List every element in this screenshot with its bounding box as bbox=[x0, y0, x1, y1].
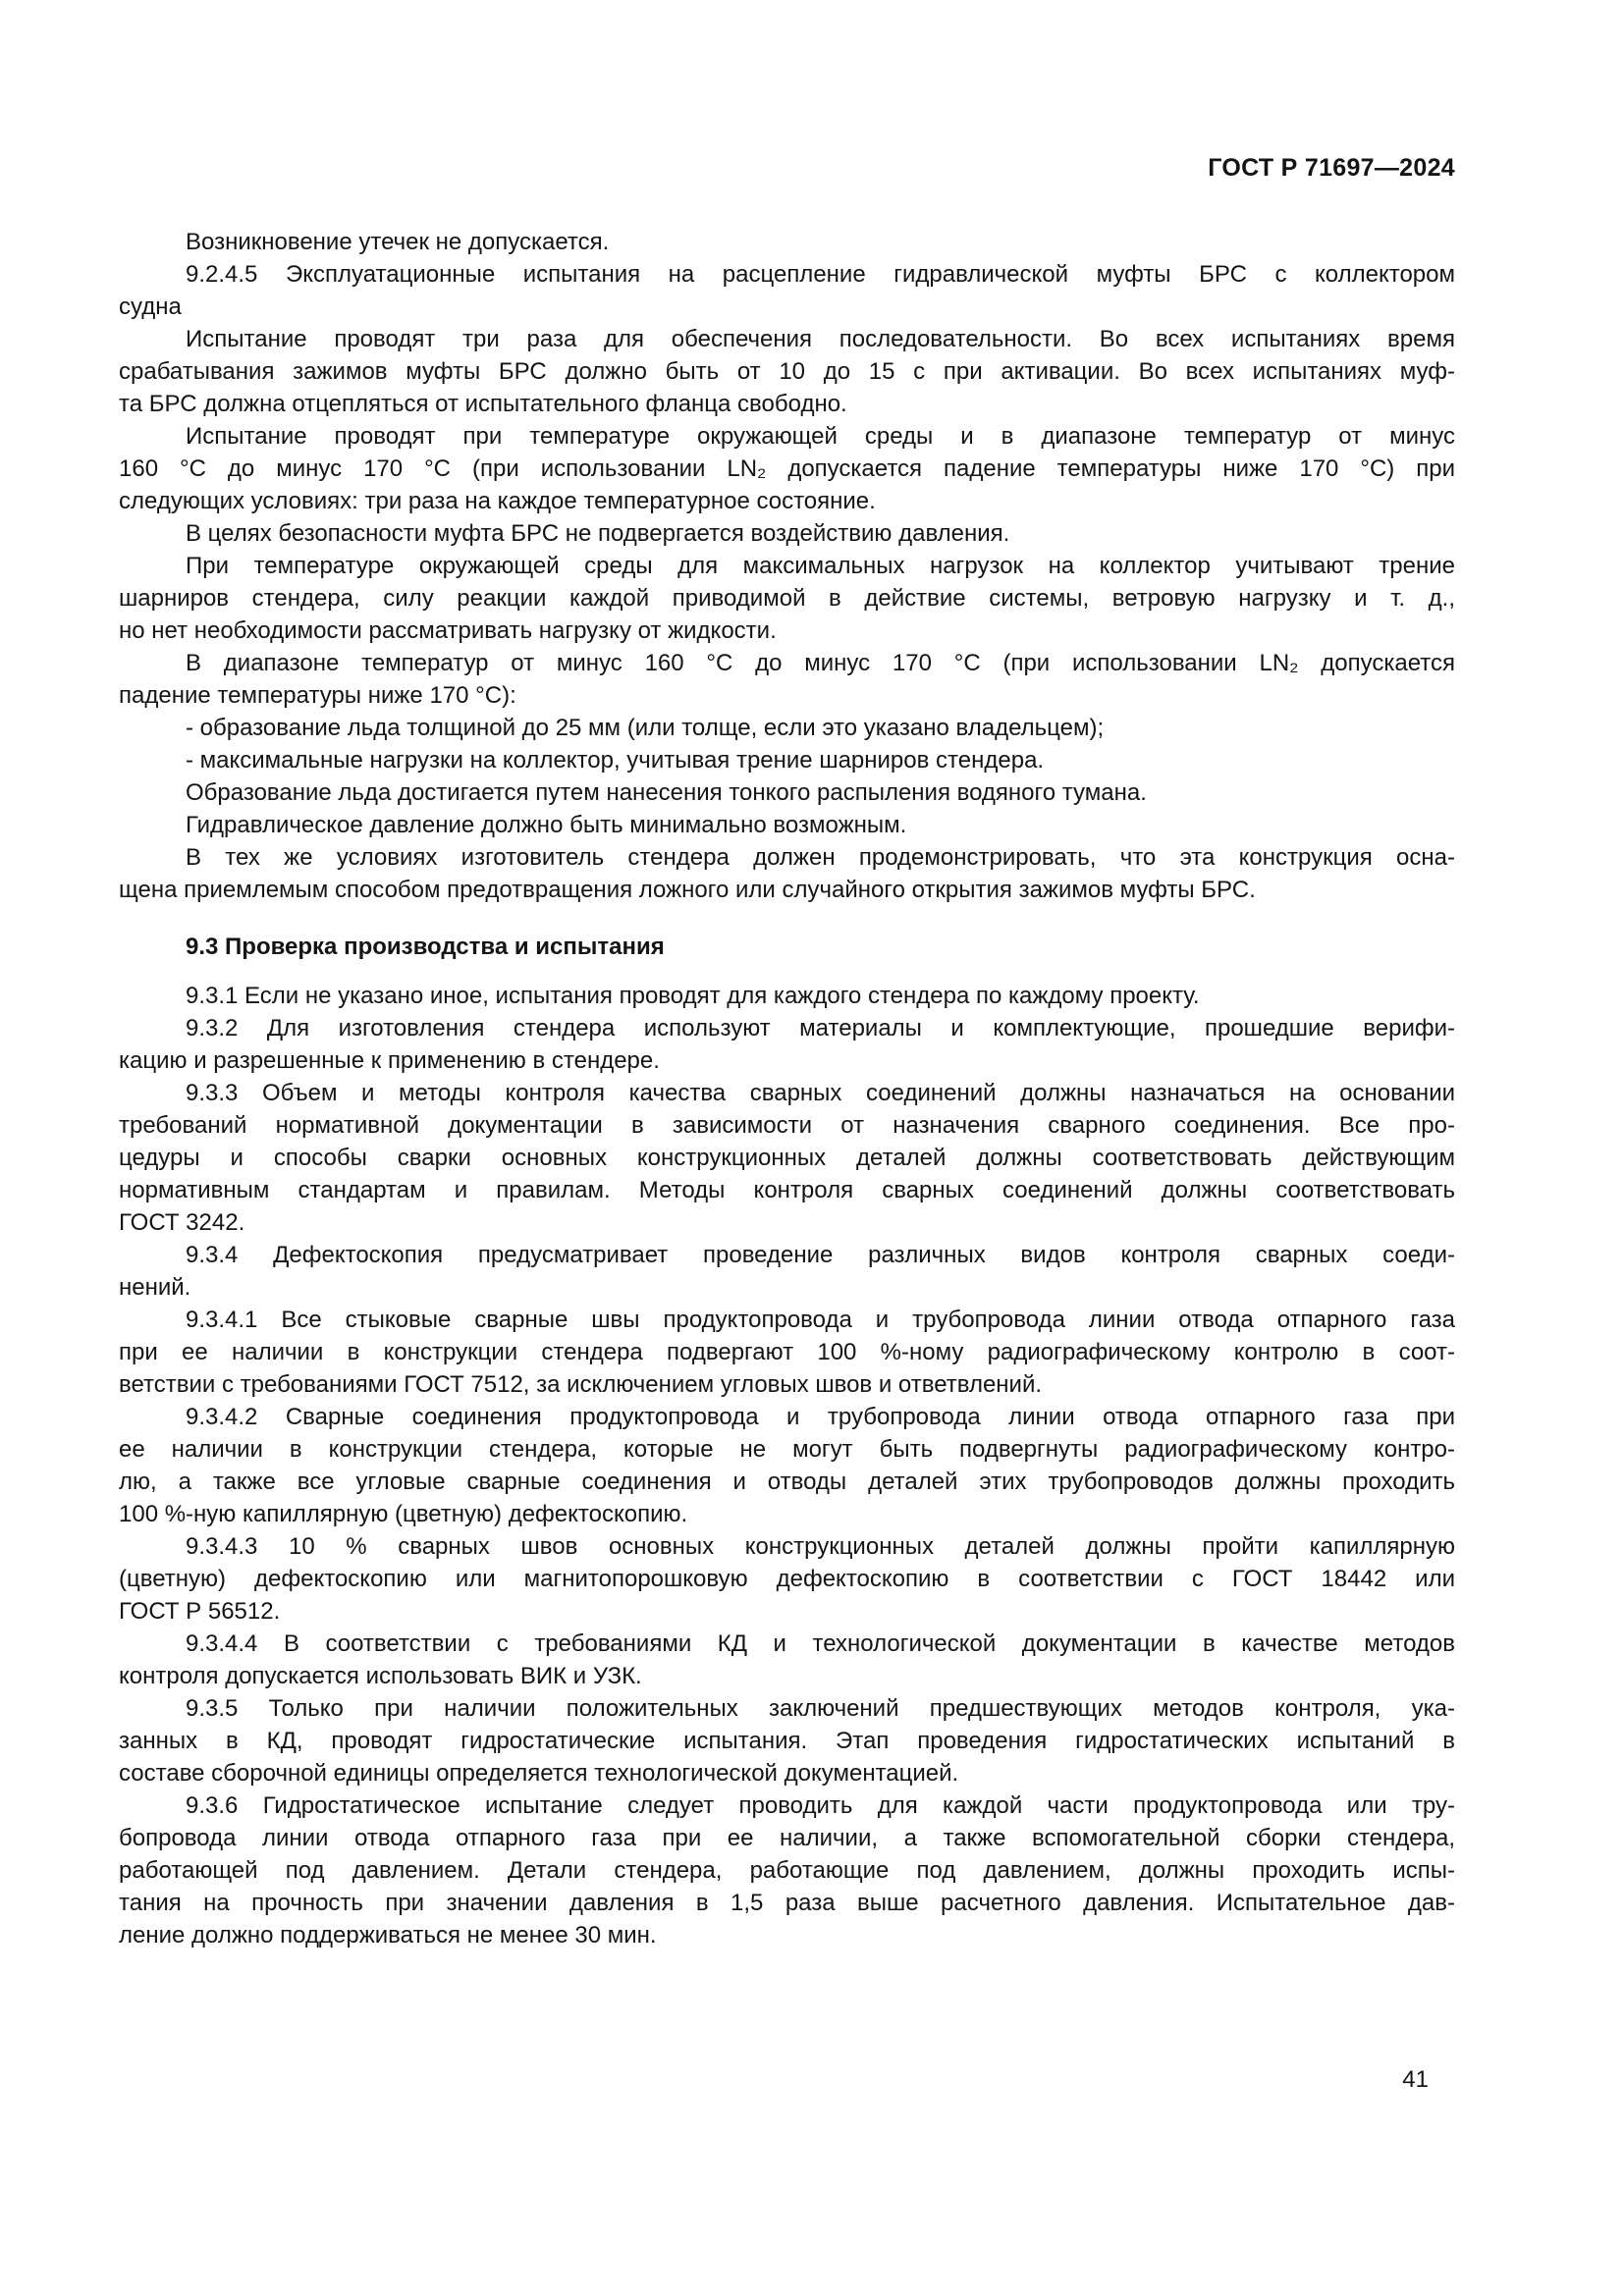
paragraph bbox=[119, 809, 1455, 841]
page-number: 41 bbox=[1402, 2066, 1429, 2093]
text-line: работающей под давлением. Детали стендера, работающие под давлением, должны проходить испы- bbox=[119, 1857, 1455, 1884]
paragraph bbox=[119, 1239, 1455, 1304]
paragraph bbox=[119, 1077, 1455, 1239]
paragraph bbox=[119, 1628, 1455, 1692]
text-line: следующих условиях: три раза на каждое температурное состояние. bbox=[119, 488, 876, 514]
text-line: ГОСТ Р 56512. bbox=[119, 1598, 281, 1625]
text-line: ее наличии в конструкции стендера, которые не могут быть подвергнуты радиографическому контро- bbox=[119, 1436, 1455, 1463]
text-line: 160 °С до минус 170 °С (при использовании LN₂ допускается падение температуры ниже 170 °С) при bbox=[119, 455, 1455, 482]
text-line: тания на прочность при значении давления в 1,5 раза выше расчетного давления. Испытательное дав- bbox=[119, 1890, 1455, 1916]
paragraph bbox=[119, 647, 1455, 712]
text-line: бопровода линии отвода отпарного газа при ее наличии, а также вспомогательной сборки стендера, bbox=[119, 1825, 1455, 1851]
paragraph bbox=[119, 841, 1455, 906]
text-line: цедуры и способы сварки основных конструкционных деталей должны соответствовать действующим bbox=[119, 1145, 1455, 1171]
text-line: лю, а также все угловые сварные соединения и отводы деталей этих трубопроводов должны проходить bbox=[119, 1468, 1455, 1495]
text-line: 100 %-ную капиллярную (цветную) дефектоскопию. bbox=[119, 1501, 688, 1527]
text-line: 9.2.4.5 Эксплуатационные испытания на расцепление гидравлической муфты БРС с коллектором bbox=[186, 261, 1455, 288]
paragraph bbox=[119, 1304, 1455, 1401]
text-line: 9.3.6 Гидростатическое испытание следует проводить для каждой части продуктопровода или тру- bbox=[186, 1792, 1455, 1819]
text-line: 9.3.4.3 10 % сварных швов основных конструкционных деталей должны пройти капиллярную bbox=[186, 1533, 1455, 1560]
text-line: срабатывания зажимов муфты БРС должно быть от 10 до 15 с при активации. Во всех испытаниях муф- bbox=[119, 358, 1455, 385]
text-line: контроля допускается использовать ВИК и УЗК. bbox=[119, 1663, 642, 1689]
text-line: 9.3 Проверка производства и испытания bbox=[186, 934, 665, 960]
text-line: - максимальные нагрузки на коллектор, учитывая трение шарниров стендера. bbox=[186, 747, 1045, 774]
text-line: та БРС должна отцепляться от испытательного фланца свободно. bbox=[119, 391, 847, 417]
text-line: при ее наличии в конструкции стендера подвергают 100 %-ному радиографическому контролю в соот- bbox=[119, 1339, 1455, 1365]
text-line: В диапазоне температур от минус 160 °С до минус 170 °С (при использовании LN₂ допускается bbox=[186, 650, 1455, 676]
paragraph bbox=[119, 1692, 1455, 1789]
document-header: ГОСТ Р 71697—2024 bbox=[1208, 154, 1455, 182]
text-line: составе сборочной единицы определяется технологической документацией. bbox=[119, 1760, 959, 1787]
paragraph bbox=[119, 1401, 1455, 1530]
text-line: 9.3.2 Для изготовления стендера используют материалы и комплектующие, прошедшие верифи- bbox=[186, 1015, 1455, 1041]
document-body bbox=[119, 226, 1455, 1951]
text-line: но нет необходимости рассматривать нагрузку от жидкости. bbox=[119, 617, 777, 644]
text-line: 9.3.4.2 Сварные соединения продуктопровода и трубопровода линии отвода отпарного газа при bbox=[186, 1404, 1455, 1430]
text-line: ГОСТ 3242. bbox=[119, 1209, 245, 1236]
text-line: кацию и разрешенные к применению в стендере. bbox=[119, 1047, 660, 1074]
text-line: - образование льда толщиной до 25 мм (или толще, если это указано владельцем); bbox=[186, 715, 1105, 741]
text-line: ление должно поддерживаться не менее 30 мин. bbox=[119, 1922, 657, 1949]
text-line: 9.3.3 Объем и методы контроля качества сварных соединений должны назначаться на основании bbox=[186, 1080, 1455, 1106]
paragraph bbox=[119, 517, 1455, 550]
paragraph bbox=[119, 550, 1455, 647]
text-line: Испытание проводят три раза для обеспечения последовательности. Во всех испытаниях время bbox=[186, 326, 1455, 352]
paragraph bbox=[119, 980, 1455, 1012]
text-line: Гидравлическое давление должно быть минимально возможным. bbox=[186, 812, 907, 838]
paragraph bbox=[119, 323, 1455, 420]
text-line: падение температуры ниже 170 °С): bbox=[119, 682, 516, 709]
text-line: (цветную) дефектоскопию или магнитопорошковую дефектоскопию в соответствии с ГОСТ 18442 или bbox=[119, 1566, 1455, 1592]
text-line: 9.3.5 Только при наличии положительных заключений предшествующих методов контроля, ука- bbox=[186, 1695, 1455, 1722]
paragraph bbox=[119, 1789, 1455, 1951]
text-line: В тех же условиях изготовитель стендера должен продемонстрировать, что эта конструкция осна- bbox=[186, 844, 1455, 871]
text-line: щена приемлемым способом предотвращения ложного или случайного открытия зажимов муфты БРС. bbox=[119, 877, 1256, 903]
text-line: Возникновение утечек не допускается. bbox=[186, 229, 610, 255]
text-line: нений. bbox=[119, 1274, 191, 1301]
paragraph bbox=[119, 1012, 1455, 1077]
text-line: Образование льда достигается путем нанесения тонкого распыления водяного тумана. bbox=[186, 779, 1147, 806]
paragraph bbox=[119, 226, 1455, 258]
text-line: 9.3.4 Дефектоскопия предусматривает проведение различных видов контроля сварных соеди- bbox=[186, 1242, 1455, 1268]
paragraph bbox=[119, 420, 1455, 517]
paragraph bbox=[119, 258, 1455, 323]
text-line: нормативным стандартам и правилам. Методы контроля сварных соединений должны соответствовать bbox=[119, 1177, 1455, 1203]
text-line: судна bbox=[119, 294, 182, 320]
text-line: 9.3.4.1 Все стыковые сварные швы продуктопровода и трубопровода линии отвода отпарного газа bbox=[186, 1307, 1455, 1333]
text-line: 9.3.4.4 В соответствии с требованиями КД и технологической документации в качестве методов bbox=[186, 1630, 1455, 1657]
text-line: 9.3.1 Если не указано иное, испытания проводят для каждого стендера по каждому проекту. bbox=[186, 983, 1200, 1009]
text-line: шарниров стендера, силу реакции каждой приводимой в действие системы, ветровую нагрузку и т. д., bbox=[119, 585, 1455, 612]
text-line: ветствии с требованиями ГОСТ 7512, за исключением угловых швов и ответвлений. bbox=[119, 1371, 1043, 1398]
text-line: требований нормативной документации в зависимости от назначения сварного соединения. Все про- bbox=[119, 1112, 1455, 1139]
paragraph bbox=[119, 744, 1455, 776]
section-heading bbox=[119, 931, 1455, 963]
text-line: При температуре окружающей среды для максимальных нагрузок на коллектор учитывают трение bbox=[186, 553, 1455, 579]
text-line: занных в КД, проводят гидростатические испытания. Этап проведения гидростатических испытаний в bbox=[119, 1728, 1455, 1754]
paragraph bbox=[119, 776, 1455, 809]
paragraph bbox=[119, 1530, 1455, 1628]
text-line: Испытание проводят при температуре окружающей среды и в диапазоне температур от минус bbox=[186, 423, 1455, 450]
paragraph bbox=[119, 712, 1455, 744]
text-line: В целях безопасности муфта БРС не подвергается воздействию давления. bbox=[186, 520, 1010, 547]
